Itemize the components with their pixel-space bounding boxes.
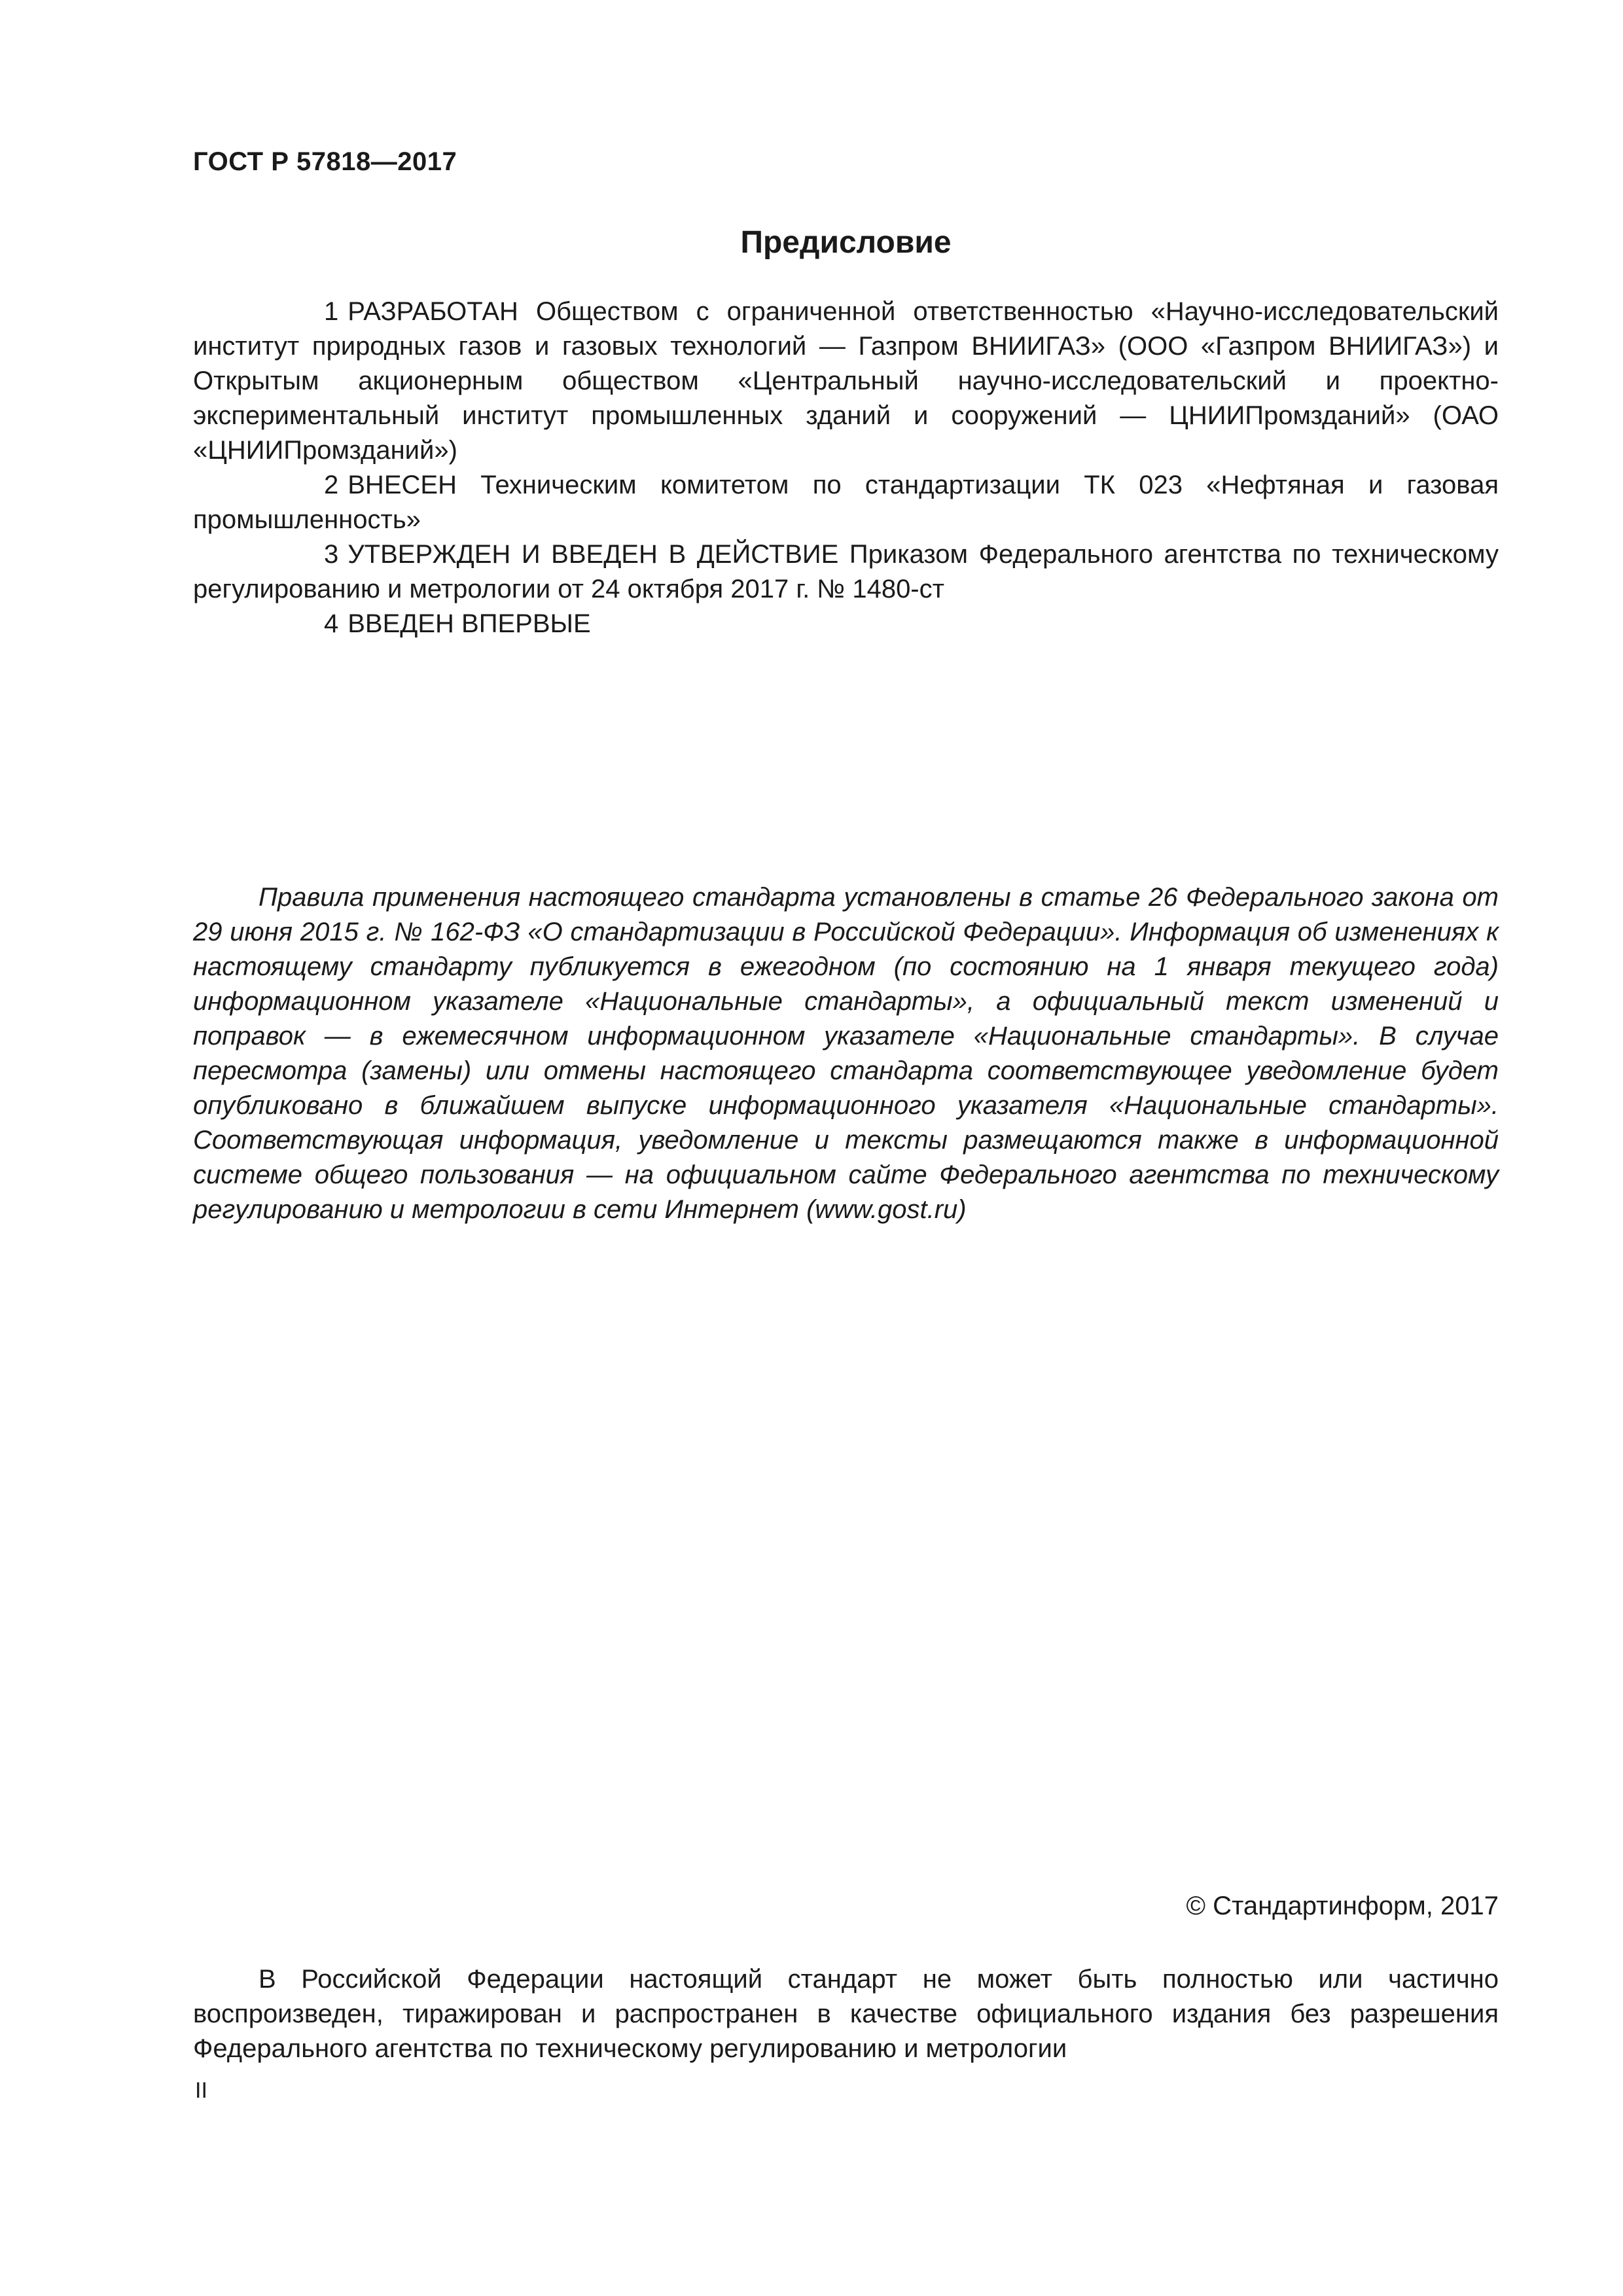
preface-item-text: УТВЕРЖДЕН И ВВЕДЕН В ДЕЙСТВИЕ Приказом Федерального агентства по техническому регулированию и метрологии от 24 октября 2017 г. № 1480-ст <box>193 540 1499 603</box>
preface-list <box>193 295 1499 641</box>
preface-item <box>193 537 1499 607</box>
preface-item-text: ВВЕДЕН ВПЕРВЫЕ <box>348 609 591 638</box>
copyright-line: © Стандартинформ, 2017 <box>1186 1892 1499 1920</box>
rules-paragraph-block <box>193 880 1499 1227</box>
page-number: II <box>195 2078 207 2103</box>
preface-item-text: ВНЕСЕН Техническим комитетом по стандартизации ТК 023 «Нефтяная и газовая промышленность» <box>193 471 1499 534</box>
preface-item-number: 4 <box>324 609 339 638</box>
preface-item-number: 3 <box>324 540 339 569</box>
page-title: Предисловие <box>740 225 952 260</box>
preface-item-number: 1 <box>324 297 339 326</box>
preface-item <box>193 607 1499 641</box>
preface-item-text: РАЗРАБОТАН Обществом с ограниченной ответственностью «Научно-исследовательский институт природных газов и газовых технологий — Газпром ВНИИГАЗ» (ООО «Газпром ВНИИГАЗ») и Открытым акционерным обществом «Центральный научно-исследовательский и проектно-экспериментальный институт промышленных зданий и сооружений — ЦНИИПромзданий» (ОАО «ЦНИИПромзданий») <box>193 297 1499 465</box>
preface-item-number: 2 <box>324 471 339 499</box>
reproduction-notice-block <box>193 1962 1499 2066</box>
reproduction-notice: В Российской Федерации настоящий стандарт не может быть полностью или частично воспроизведен, тиражирован и распространен в качестве официального издания без разрешения Федерального агентства по техническому регулированию и метрологии <box>193 1965 1499 2063</box>
document-code: ГОСТ Р 57818—2017 <box>193 147 457 176</box>
preface-item <box>193 295 1499 468</box>
rules-paragraph: Правила применения настоящего стандарта установлены в статье 26 Федерального закона от 29 июня 2015 г. № 162-ФЗ «О стандартизации в Российской Федерации». Информация об изменениях к настоящему стандарту публикуется в ежегодном (по состоянию на 1 января текущего года) информационном указателе «Национальные стандарты», а официальный текст изменений и поправок — в ежемесячном информационном указателе «Национальные стандарты». В случае пересмотра (замены) или отмены настоящего стандарта соответствующее уведомление будет опубликовано в ближайшем выпуске информационного указателя «Национальные стандарты». Соответствующая информация, уведомление и тексты размещаются также в информационной системе общего пользования — на официальном сайте Федерального агентства по техническому регулированию и метрологии в сети Интернет (www.gost.ru) <box>193 883 1499 1224</box>
preface-item <box>193 468 1499 537</box>
